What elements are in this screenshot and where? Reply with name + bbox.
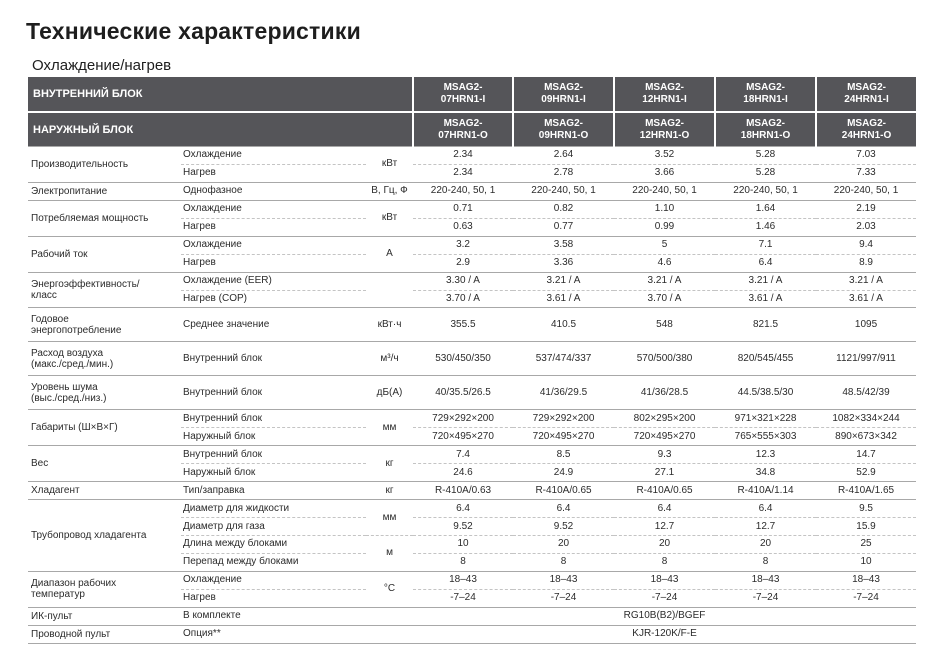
spec-row bbox=[28, 410, 916, 428]
value-cell: 3.30 / A bbox=[413, 272, 513, 290]
sub-parameter: Перепад между блоками bbox=[181, 553, 366, 571]
value-cell: 9.4 bbox=[816, 236, 916, 254]
indoor-model: MSAG2- 24HRN1-I bbox=[816, 77, 916, 112]
value-cell: 8 bbox=[614, 553, 715, 571]
value-cell: 820/545/455 bbox=[715, 342, 816, 376]
value-cell: 7.4 bbox=[413, 446, 513, 464]
value-cell: 570/500/380 bbox=[614, 342, 715, 376]
sub-parameter: Нагрев bbox=[181, 218, 366, 236]
unit: В, Гц, Ф bbox=[366, 182, 413, 200]
value-cell: R-410A/1.65 bbox=[816, 482, 916, 500]
sub-parameter: Внутренний блок bbox=[181, 376, 366, 410]
value-cell: 6.4 bbox=[715, 254, 816, 272]
value-cell: -7–24 bbox=[715, 589, 816, 607]
spec-row bbox=[28, 482, 916, 500]
value-cell: 410.5 bbox=[513, 308, 614, 342]
value-cell: 3.36 bbox=[513, 254, 614, 272]
value-cell: 0.63 bbox=[413, 218, 513, 236]
value-cell: 18–43 bbox=[614, 571, 715, 589]
value-cell: 12.7 bbox=[614, 518, 715, 536]
parameter-name-line: Производительность bbox=[31, 158, 129, 170]
parameter-name-line: Электропитание bbox=[31, 185, 108, 197]
value-cell: 3.21 / A bbox=[614, 272, 715, 290]
value-cell: 1095 bbox=[816, 308, 916, 342]
outdoor-model: MSAG2- 07HRN1-O bbox=[413, 112, 513, 147]
value-cell: -7–24 bbox=[413, 589, 513, 607]
parameter-name-line: (макс./сред./мин.) bbox=[31, 358, 114, 370]
spec-row bbox=[28, 500, 916, 518]
value-cell: 8 bbox=[715, 553, 816, 571]
spec-row bbox=[28, 236, 916, 254]
parameter-name bbox=[28, 410, 181, 446]
sub-parameter: Внутренний блок bbox=[181, 446, 366, 464]
value-cell: 24.6 bbox=[413, 464, 513, 482]
value-cell: 34.8 bbox=[715, 464, 816, 482]
value-cell: 7.1 bbox=[715, 236, 816, 254]
parameter-name-line: Проводной пульт bbox=[31, 628, 111, 640]
spec-row bbox=[28, 272, 916, 290]
value-cell: 44.5/38.5/30 bbox=[715, 376, 816, 410]
sub-parameter: Нагрев bbox=[181, 254, 366, 272]
value-cell: 3.21 / A bbox=[513, 272, 614, 290]
value-cell: 10 bbox=[413, 536, 513, 554]
parameter-name bbox=[28, 147, 181, 183]
value-cell: 8 bbox=[413, 553, 513, 571]
value-cell: 729×292×200 bbox=[513, 410, 614, 428]
value-cell: 18–43 bbox=[413, 571, 513, 589]
unit: кВт·ч bbox=[366, 308, 413, 342]
value-cell: 802×295×200 bbox=[614, 410, 715, 428]
spec-row bbox=[28, 342, 916, 376]
sub-parameter: Охлаждение bbox=[181, 236, 366, 254]
parameter-name-line: (выс./сред./низ.) bbox=[31, 392, 107, 404]
value-cell: 3.52 bbox=[614, 147, 715, 165]
value-cell: 220-240, 50, 1 bbox=[614, 182, 715, 200]
value-cell: 720×495×270 bbox=[513, 428, 614, 446]
unit: м³/ч bbox=[366, 342, 413, 376]
value-cell: 6.4 bbox=[614, 500, 715, 518]
value-cell: 220-240, 50, 1 bbox=[715, 182, 816, 200]
indoor-model: MSAG2- 12HRN1-I bbox=[614, 77, 715, 112]
value-cell: 48.5/42/39 bbox=[816, 376, 916, 410]
spec-table bbox=[28, 77, 916, 644]
value-cell: R-410A/0.63 bbox=[413, 482, 513, 500]
outdoor-model: MSAG2- 12HRN1-O bbox=[614, 112, 715, 147]
value-cell: 537/474/337 bbox=[513, 342, 614, 376]
sub-parameter: Нагрев bbox=[181, 164, 366, 182]
value-cell: 3.2 bbox=[413, 236, 513, 254]
unit: мм bbox=[366, 410, 413, 446]
parameter-name bbox=[28, 236, 181, 272]
indoor-header-row bbox=[28, 77, 916, 112]
value-cell: 27.1 bbox=[614, 464, 715, 482]
value-cell: 5 bbox=[614, 236, 715, 254]
indoor-model: MSAG2- 18HRN1-I bbox=[715, 77, 816, 112]
value-cell: R-410A/0.65 bbox=[614, 482, 715, 500]
value-cell: 18–43 bbox=[715, 571, 816, 589]
value-cell: 9.3 bbox=[614, 446, 715, 464]
value-cell: 0.71 bbox=[413, 200, 513, 218]
outdoor-model: MSAG2- 09HRN1-O bbox=[513, 112, 614, 147]
spec-row bbox=[28, 625, 916, 643]
sub-parameter: Охлаждение bbox=[181, 200, 366, 218]
value-cell: 5.28 bbox=[715, 164, 816, 182]
value-cell: 18–43 bbox=[513, 571, 614, 589]
unit: кг bbox=[366, 446, 413, 482]
value-cell: 220-240, 50, 1 bbox=[816, 182, 916, 200]
value-cell: 2.19 bbox=[816, 200, 916, 218]
unit bbox=[366, 625, 413, 643]
value-cell: 1082×334×244 bbox=[816, 410, 916, 428]
sub-parameter: Охлаждение (EER) bbox=[181, 272, 366, 290]
value-cell: 2.64 bbox=[513, 147, 614, 165]
unit: м bbox=[366, 536, 413, 572]
indoor-model: MSAG2- 09HRN1-I bbox=[513, 77, 614, 112]
value-cell: 3.21 / A bbox=[715, 272, 816, 290]
outdoor-unit-label: НАРУЖНЫЙ БЛОК bbox=[28, 112, 413, 147]
parameter-name bbox=[28, 308, 181, 342]
parameter-name bbox=[28, 500, 181, 572]
value-cell: 20 bbox=[614, 536, 715, 554]
value-cell: 5.28 bbox=[715, 147, 816, 165]
parameter-name bbox=[28, 446, 181, 482]
unit: кг bbox=[366, 482, 413, 500]
parameter-name bbox=[28, 272, 181, 308]
parameter-name-line: Габариты (Ш×В×Г) bbox=[31, 422, 118, 434]
parameter-name bbox=[28, 482, 181, 500]
value-cell: 2.34 bbox=[413, 147, 513, 165]
value-cell: 0.99 bbox=[614, 218, 715, 236]
value-cell: 2.34 bbox=[413, 164, 513, 182]
spec-row bbox=[28, 571, 916, 589]
value-cell: 41/36/29.5 bbox=[513, 376, 614, 410]
value-cell: 1.46 bbox=[715, 218, 816, 236]
unit: кВт bbox=[366, 200, 413, 236]
parameter-name-line: Расход воздуха bbox=[31, 347, 104, 359]
sub-parameter: Однофазное bbox=[181, 182, 366, 200]
value-cell: 1121/997/911 bbox=[816, 342, 916, 376]
sub-parameter: Внутренний блок bbox=[181, 342, 366, 376]
value-cell: 20 bbox=[715, 536, 816, 554]
value-cell: 3.61 / A bbox=[816, 290, 916, 308]
value-cell: 1.10 bbox=[614, 200, 715, 218]
parameter-name-line: Хладагент bbox=[31, 485, 80, 497]
value-cell: 2.9 bbox=[413, 254, 513, 272]
value-cell: 7.33 bbox=[816, 164, 916, 182]
spec-row bbox=[28, 446, 916, 464]
unit: А bbox=[366, 236, 413, 272]
value-cell: 15.9 bbox=[816, 518, 916, 536]
parameter-name-line: ИК-пульт bbox=[31, 610, 73, 622]
value-cell: 2.03 bbox=[816, 218, 916, 236]
spec-row bbox=[28, 308, 916, 342]
value-cell: 8 bbox=[513, 553, 614, 571]
parameter-name-line: класс bbox=[31, 290, 57, 301]
outdoor-model: MSAG2- 18HRN1-O bbox=[715, 112, 816, 147]
value-cell: 6.4 bbox=[513, 500, 614, 518]
value-cell: 1.64 bbox=[715, 200, 816, 218]
sub-parameter: Наружный блок bbox=[181, 464, 366, 482]
value-cell: -7–24 bbox=[513, 589, 614, 607]
value-cell: 530/450/350 bbox=[413, 342, 513, 376]
value-cell: 3.70 / A bbox=[413, 290, 513, 308]
unit bbox=[366, 272, 413, 308]
value-cell: 220-240, 50, 1 bbox=[413, 182, 513, 200]
parameter-name-line: Трубопровод хладагента bbox=[31, 530, 147, 541]
spec-row bbox=[28, 200, 916, 218]
sub-parameter: Тип/заправка bbox=[181, 482, 366, 500]
sub-parameter: Среднее значение bbox=[181, 308, 366, 342]
parameter-name-line: Диапазон рабочих bbox=[31, 578, 117, 590]
value-cell: R-410A/1.14 bbox=[715, 482, 816, 500]
value-cell: 971×321×228 bbox=[715, 410, 816, 428]
sub-parameter: Наружный блок bbox=[181, 428, 366, 446]
sub-parameter: Диаметр для газа bbox=[181, 518, 366, 536]
sub-parameter: Опция** bbox=[181, 625, 366, 643]
spec-row bbox=[28, 182, 916, 200]
value-cell: 3.70 / A bbox=[614, 290, 715, 308]
unit: мм bbox=[366, 500, 413, 536]
parameter-name-line: Потребляемая мощность bbox=[31, 212, 149, 224]
value-cell: 720×495×270 bbox=[413, 428, 513, 446]
value-cell: 9.5 bbox=[816, 500, 916, 518]
value-cell: 355.5 bbox=[413, 308, 513, 342]
value-cell: 10 bbox=[816, 553, 916, 571]
value-cell: 821.5 bbox=[715, 308, 816, 342]
value-cell: 0.82 bbox=[513, 200, 614, 218]
value-cell: 6.4 bbox=[715, 500, 816, 518]
value-cell: 3.21 / A bbox=[816, 272, 916, 290]
value-cell: 9.52 bbox=[513, 518, 614, 536]
unit: дБ(А) bbox=[366, 376, 413, 410]
unit: кВт bbox=[366, 147, 413, 183]
value-cell: 720×495×270 bbox=[614, 428, 715, 446]
indoor-model: MSAG2- 07HRN1-I bbox=[413, 77, 513, 112]
value-cell: 3.61 / A bbox=[715, 290, 816, 308]
sub-parameter: В комплекте bbox=[181, 607, 366, 625]
value-cell: 9.52 bbox=[413, 518, 513, 536]
sub-parameter: Нагрев (COP) bbox=[181, 290, 366, 308]
spec-row bbox=[28, 376, 916, 410]
sub-parameter: Диаметр для жидкости bbox=[181, 500, 366, 518]
value-cell: 2.78 bbox=[513, 164, 614, 182]
spec-row bbox=[28, 607, 916, 625]
value-cell: 20 bbox=[513, 536, 614, 554]
sub-parameter: Длина между блоками bbox=[181, 536, 366, 554]
value-cell: 12.3 bbox=[715, 446, 816, 464]
value-cell: 14.7 bbox=[816, 446, 916, 464]
parameter-name-line: температур bbox=[31, 589, 85, 601]
value-cell: 6.4 bbox=[413, 500, 513, 518]
value-cell: 548 bbox=[614, 308, 715, 342]
value-cell: 24.9 bbox=[513, 464, 614, 482]
indoor-unit-label: ВНУТРЕННИЙ БЛОК bbox=[28, 77, 413, 112]
parameter-name bbox=[28, 342, 181, 376]
unit: °C bbox=[366, 571, 413, 607]
outdoor-model: MSAG2- 24HRN1-O bbox=[816, 112, 916, 147]
parameter-name-line: Рабочий ток bbox=[31, 248, 88, 260]
parameter-name bbox=[28, 625, 181, 643]
sub-parameter: Нагрев bbox=[181, 589, 366, 607]
value-cell: 765×555×303 bbox=[715, 428, 816, 446]
value-cell: 8.9 bbox=[816, 254, 916, 272]
section-subtitle: Охлаждение/нагрев bbox=[32, 57, 172, 74]
value-cell: R-410A/0.65 bbox=[513, 482, 614, 500]
value-cell: 12.7 bbox=[715, 518, 816, 536]
parameter-name bbox=[28, 376, 181, 410]
parameter-name-line: Уровень шума bbox=[31, 381, 98, 393]
value-cell: 3.58 bbox=[513, 236, 614, 254]
unit bbox=[366, 607, 413, 625]
value-cell: -7–24 bbox=[614, 589, 715, 607]
value-cell: 52.9 bbox=[816, 464, 916, 482]
parameter-name bbox=[28, 182, 181, 200]
parameter-name-line: Годовое bbox=[31, 313, 69, 325]
merged-value: RG10B(B2)/BGEF bbox=[413, 607, 916, 625]
value-cell: 7.03 bbox=[816, 147, 916, 165]
value-cell: 41/36/28.5 bbox=[614, 376, 715, 410]
value-cell: 3.61 / A bbox=[513, 290, 614, 308]
value-cell: 8.5 bbox=[513, 446, 614, 464]
merged-value: KJR-120K/F-E bbox=[413, 625, 916, 643]
sub-parameter: Охлаждение bbox=[181, 147, 366, 165]
value-cell: 3.66 bbox=[614, 164, 715, 182]
value-cell: 890×673×342 bbox=[816, 428, 916, 446]
value-cell: 729×292×200 bbox=[413, 410, 513, 428]
parameter-name bbox=[28, 200, 181, 236]
parameter-name bbox=[28, 607, 181, 625]
page-title: Технические характеристики bbox=[26, 18, 361, 44]
value-cell: 25 bbox=[816, 536, 916, 554]
sub-parameter: Охлаждение bbox=[181, 571, 366, 589]
parameter-name-line: энергопотребление bbox=[31, 324, 122, 336]
outdoor-header-row bbox=[28, 112, 916, 147]
value-cell: 220-240, 50, 1 bbox=[513, 182, 614, 200]
parameter-name-line: Вес bbox=[31, 458, 49, 470]
value-cell: 18–43 bbox=[816, 571, 916, 589]
value-cell: -7–24 bbox=[816, 589, 916, 607]
sub-parameter: Внутренний блок bbox=[181, 410, 366, 428]
parameter-name bbox=[28, 571, 181, 607]
value-cell: 4.6 bbox=[614, 254, 715, 272]
parameter-name-line: Энергоэффективность/ bbox=[31, 279, 140, 290]
value-cell: 40/35.5/26.5 bbox=[413, 376, 513, 410]
spec-row bbox=[28, 147, 916, 165]
value-cell: 0.77 bbox=[513, 218, 614, 236]
